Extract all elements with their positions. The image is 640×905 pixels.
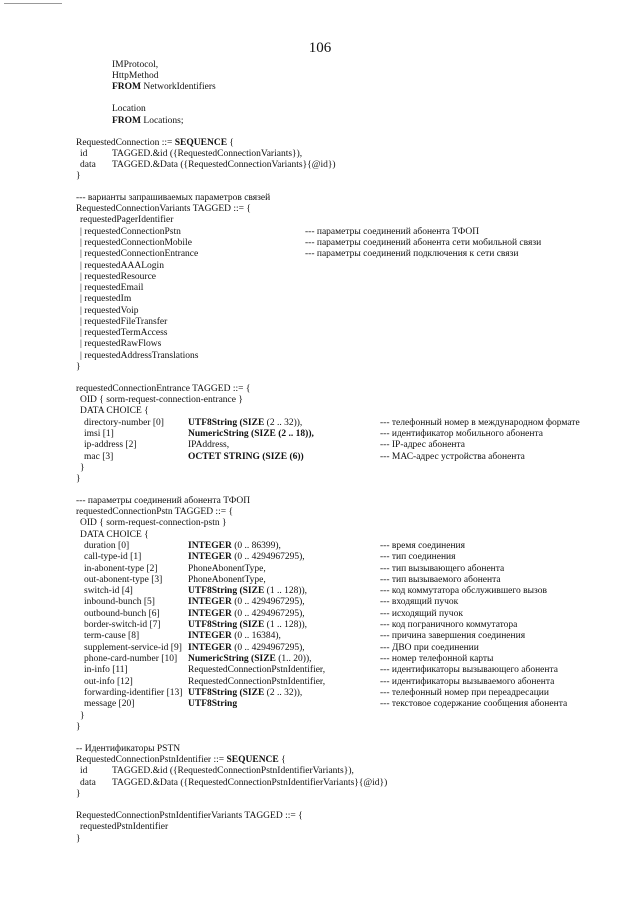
line-text: out-info [12] (84, 677, 133, 687)
listing-line (188, 586, 307, 597)
line-text: } (76, 474, 81, 484)
listing-line (112, 766, 354, 777)
line-text: inbound-bunch [5] (84, 597, 155, 607)
listing-line (84, 418, 164, 429)
listing-line (380, 541, 465, 552)
listing-line (84, 597, 155, 608)
listing-line (112, 160, 336, 171)
listing-line (80, 351, 198, 362)
line-text: --- ДВО при соединении (380, 643, 479, 653)
keyword-text: UTF8String (SIZE (188, 586, 265, 596)
listing-line (188, 564, 266, 575)
listing-line (80, 283, 143, 294)
listing-line (305, 249, 518, 260)
listing-line (380, 429, 543, 440)
line-text: (0 .. 4294967295), (231, 552, 305, 562)
line-text: | requestedConnectionEntrance (80, 249, 199, 259)
listing-line (76, 496, 250, 507)
line-text: IMProtocol, (112, 60, 159, 70)
listing-line (80, 339, 161, 350)
keyword-text: UTF8String (SIZE (188, 620, 265, 630)
line-text: data (80, 160, 96, 170)
listing-line (188, 575, 266, 586)
line-text: RequestedConnectionPstnIdentifier, (188, 677, 326, 687)
line-text: | requestedResource (80, 272, 157, 282)
listing-line (380, 699, 567, 710)
line-text: --- время соединения (380, 541, 466, 551)
listing-line (76, 171, 81, 182)
line-text: | requestedRawFlows (80, 339, 162, 349)
scan-edge-line (4, 3, 62, 4)
line-text: switch-id [4] (84, 586, 133, 596)
line-text: --- параметры соединений абонента сети мобильной связи (305, 238, 542, 248)
keyword-text: SEQUENCE (174, 138, 228, 148)
listing-line (80, 518, 227, 529)
line-text: OID { sorm-request-connection-pstn } (80, 518, 227, 528)
line-text: requestedPagerIdentifier (80, 215, 174, 225)
line-text: in-abonent-type [2] (84, 564, 158, 574)
listing-line (76, 138, 234, 149)
line-text: --- тип соединения (380, 552, 456, 562)
line-text: RequestedConnectionPstnIdentifier ::= (76, 755, 227, 765)
listing-line (188, 688, 302, 699)
listing-line (76, 193, 270, 204)
line-text: | requestedAAALogin (80, 261, 164, 271)
line-text: requestedConnectionPstn TAGGED ::= { (76, 507, 234, 517)
listing-line (84, 620, 161, 631)
listing-line (84, 609, 160, 620)
keyword-text: INTEGER (188, 552, 232, 562)
line-text: RequestedConnectionVariants TAGGED ::= { (76, 204, 251, 214)
listing-line (188, 418, 302, 429)
line-text: | requestedConnectionMobile (80, 238, 192, 248)
line-text: (0 .. 86399), (231, 541, 281, 551)
listing-line (76, 744, 180, 755)
keyword-text: INTEGER (188, 609, 232, 619)
line-text: (2 .. 32)), (264, 418, 303, 428)
listing-line (84, 677, 133, 688)
keyword-text: FROM (112, 82, 142, 92)
line-text: directory-number [0] (84, 418, 164, 428)
listing-line (76, 834, 81, 845)
listing-line (76, 204, 251, 215)
line-text: | requestedFileTransfer (80, 317, 168, 327)
line-text: IPAddress, (188, 440, 230, 450)
listing-line (380, 575, 501, 586)
listing-line (188, 609, 305, 620)
listing-line (380, 631, 525, 642)
listing-line (380, 586, 547, 597)
line-text: (0 .. 4294967295), (231, 597, 305, 607)
listing-line (380, 654, 493, 665)
line-text: out-abonent-type [3] (84, 575, 163, 585)
listing-line (188, 552, 305, 563)
listing-line (380, 418, 580, 429)
line-text: (0 .. 16384), (231, 631, 281, 641)
listing-line (80, 149, 87, 160)
line-text: PhoneAbonentType, (188, 575, 266, 585)
line-text: requestedConnectionEntrance TAGGED ::= { (76, 384, 251, 394)
line-text: --- текстовое содержание сообщения абонента (380, 699, 568, 709)
listing-line (80, 261, 164, 272)
listing-line (80, 215, 173, 226)
line-text: duration [0] (84, 541, 130, 551)
keyword-text: OCTET STRING (SIZE (6)) (188, 452, 304, 462)
listing-line (84, 440, 137, 451)
line-text: mac [3] (84, 452, 114, 462)
line-text: RequestedConnectionPstnIdentifierVariants TAGGED ::= { (76, 811, 303, 821)
keyword-text: INTEGER (188, 643, 232, 653)
line-text: --- входящий пучок (380, 597, 459, 607)
line-text: term-cause [8] (84, 631, 140, 641)
listing-line (380, 620, 517, 631)
keyword-text: INTEGER (188, 541, 232, 551)
listing-line (188, 620, 307, 631)
keyword-text: SEQUENCE (226, 755, 279, 765)
line-text: } (76, 722, 81, 732)
line-text: ip-address [2] (84, 440, 137, 450)
listing-line (305, 227, 479, 238)
listing-line (84, 429, 114, 440)
line-text: } (80, 711, 85, 721)
listing-line (380, 643, 479, 654)
listing-line (80, 306, 138, 317)
line-text: outbound-bunch [6] (84, 609, 160, 619)
listing-line (188, 643, 305, 654)
listing-line (84, 643, 182, 654)
line-text: OID { sorm-request-connection-entrance } (80, 395, 243, 405)
line-text: PhoneAbonentType, (188, 564, 266, 574)
listing-line (76, 811, 303, 822)
line-text: { (227, 138, 234, 148)
line-text: (1 .. 128)), (264, 586, 308, 596)
listing-line (80, 711, 85, 722)
line-text: imsi [1] (84, 429, 114, 439)
listing-line (80, 530, 149, 541)
line-text: --- МАС-адрес устройства абонента (380, 452, 525, 462)
line-text: id (80, 766, 88, 776)
keyword-text: FROM (112, 116, 142, 126)
line-text: Locations; (141, 116, 184, 126)
line-text: | requestedVoip (80, 306, 139, 316)
line-text: --- номер телефонной карты (380, 654, 494, 664)
line-text: call-type-id [1] (84, 552, 142, 562)
listing-line (76, 507, 233, 518)
line-text: } (76, 789, 81, 799)
line-text: --- варианты запрашиваемых параметров связей (76, 193, 271, 203)
keyword-text: INTEGER (188, 631, 232, 641)
line-text: requestedPstnIdentifier (80, 822, 169, 832)
listing-line (84, 541, 129, 552)
listing-line (80, 238, 192, 249)
listing-line (76, 362, 81, 373)
keyword-text: UTF8String (188, 699, 238, 709)
line-text: RequestedConnection ::= (76, 138, 175, 148)
line-text: --- телефонный номер в международном формате (380, 418, 580, 428)
line-text: message [20] (84, 699, 135, 709)
line-text: | requestedIm (80, 294, 132, 304)
listing-line (80, 778, 96, 789)
listing-line (80, 395, 243, 406)
listing-line (84, 552, 141, 563)
listing-line (380, 677, 554, 688)
keyword-text: INTEGER (188, 597, 232, 607)
listing-line (80, 317, 167, 328)
listing-line (188, 440, 229, 451)
line-text: supplement-service-id [9] (84, 643, 182, 653)
line-text: --- тип вызываемого абонента (380, 575, 501, 585)
keyword-text: UTF8String (SIZE (188, 418, 265, 428)
listing-line (380, 452, 525, 463)
listing-line (112, 116, 184, 127)
listing-line (188, 631, 281, 642)
line-text: | requestedEmail (80, 283, 144, 293)
listing-line (84, 575, 162, 586)
listing-line (112, 149, 302, 160)
listing-line (188, 429, 314, 440)
line-text: DATA CHOICE { (80, 530, 149, 540)
listing-line (80, 463, 85, 474)
line-text: --- телефонный номер при переадресации (380, 688, 549, 698)
listing-line (84, 654, 177, 665)
line-text: | requestedAddressTranslations (80, 351, 199, 361)
line-text: TAGGED.&id ({RequestedConnectionVariants}), (112, 149, 303, 159)
listing-line (380, 552, 456, 563)
line-text: | requestedConnectionPstn (80, 227, 181, 237)
listing-line (80, 249, 198, 260)
line-text: NetworkIdentifiers (141, 82, 216, 92)
line-text: --- IP-адрес абонента (380, 440, 465, 450)
listing-line (380, 597, 458, 608)
line-text: --- идентификаторы вызывающего абонента (380, 665, 558, 675)
line-text: id (80, 149, 88, 159)
listing-line (188, 452, 304, 463)
listing-line (188, 665, 325, 676)
line-text: --- параметры соединений абонента ТФОП (76, 496, 251, 506)
listing-line (188, 699, 237, 710)
line-text: --- код пограничного коммутатора (380, 620, 518, 630)
line-text: forwarding-identifier [13] (84, 688, 183, 698)
line-text: --- параметры соединений абонента ТФОП (305, 227, 480, 237)
line-text: (0 .. 4294967295), (231, 609, 305, 619)
listing-line (380, 564, 504, 575)
listing-line (112, 104, 146, 115)
line-text: TAGGED.&Data ({RequestedConnectionVariants}{@id}) (112, 160, 336, 170)
listing-line (76, 474, 81, 485)
listing-line (380, 688, 549, 699)
line-text: --- параметры соединений подключения к сети связи (305, 249, 519, 259)
listing-line (80, 406, 149, 417)
line-text: in-info [11] (84, 665, 128, 675)
line-text: HttpMethod (112, 71, 159, 81)
listing-line (84, 452, 113, 463)
line-text: } (76, 362, 81, 372)
line-text: (2 .. 32)), (264, 688, 303, 698)
line-text: (0 .. 4294967295), (231, 643, 305, 653)
listing-line (80, 160, 96, 171)
listing-line (76, 755, 286, 766)
line-text: TAGGED.&id ({RequestedConnectionPstnIdentifierVariants}), (112, 766, 354, 776)
line-text: --- тип вызывающего абонента (380, 564, 505, 574)
line-text: { (278, 755, 286, 765)
listing-line (80, 227, 181, 238)
line-text: (1 .. 128)), (264, 620, 308, 630)
listing-line (112, 82, 216, 93)
keyword-text: UTF8String (SIZE (188, 688, 265, 698)
listing-line (80, 328, 168, 339)
line-text: data (80, 778, 96, 788)
line-text: } (80, 463, 85, 473)
listing-line (80, 822, 168, 833)
listing-line (76, 789, 81, 800)
listing-line (188, 677, 325, 688)
line-text: --- код коммутатора обслужившего вызов (380, 586, 547, 596)
listing-line (84, 564, 158, 575)
listing-line (80, 272, 156, 283)
line-text: -- Идентификаторы PSTN (76, 744, 181, 754)
listing-line (80, 294, 131, 305)
listing-line (112, 60, 158, 71)
listing-line (380, 665, 558, 676)
line-text: --- идентификатор мобильного абонента (380, 429, 543, 439)
line-text: DATA CHOICE { (80, 406, 149, 416)
line-text: --- исходящий пучок (380, 609, 463, 619)
listing-line (84, 586, 133, 597)
line-text: | requestedTermAccess (80, 328, 168, 338)
listing-line (84, 699, 134, 710)
line-text: Location (112, 104, 146, 114)
listing-line (188, 541, 281, 552)
listing-line (84, 688, 182, 699)
listing-line (380, 609, 463, 620)
listing-line (112, 778, 387, 789)
listing-line (76, 722, 81, 733)
listing-line (84, 631, 139, 642)
listing-line (84, 665, 128, 676)
listing-line (76, 384, 250, 395)
page-number: 106 (308, 40, 332, 56)
keyword-text: NumericString (SIZE (2 .. 18)), (188, 429, 314, 439)
listing-line (305, 238, 541, 249)
line-text: --- идентификаторы вызываемого абонента (380, 677, 555, 687)
line-text: (1.. 20)), (275, 654, 312, 664)
line-text: } (76, 171, 81, 181)
line-text: border-switch-id [7] (84, 620, 161, 630)
line-text: } (76, 834, 81, 844)
line-text: phone-card-number [10] (84, 654, 178, 664)
listing-line (188, 597, 305, 608)
listing-line (80, 766, 87, 777)
listing-line (188, 654, 312, 665)
line-text: --- причина завершения соединения (380, 631, 526, 641)
keyword-text: NumericString (SIZE (188, 654, 276, 664)
line-text: RequestedConnectionPstnIdentifier, (188, 665, 326, 675)
listing-line (380, 440, 465, 451)
listing-line (112, 71, 158, 82)
line-text: TAGGED.&Data ({RequestedConnectionPstnIdentifierVariants}{@id}) (112, 778, 388, 788)
